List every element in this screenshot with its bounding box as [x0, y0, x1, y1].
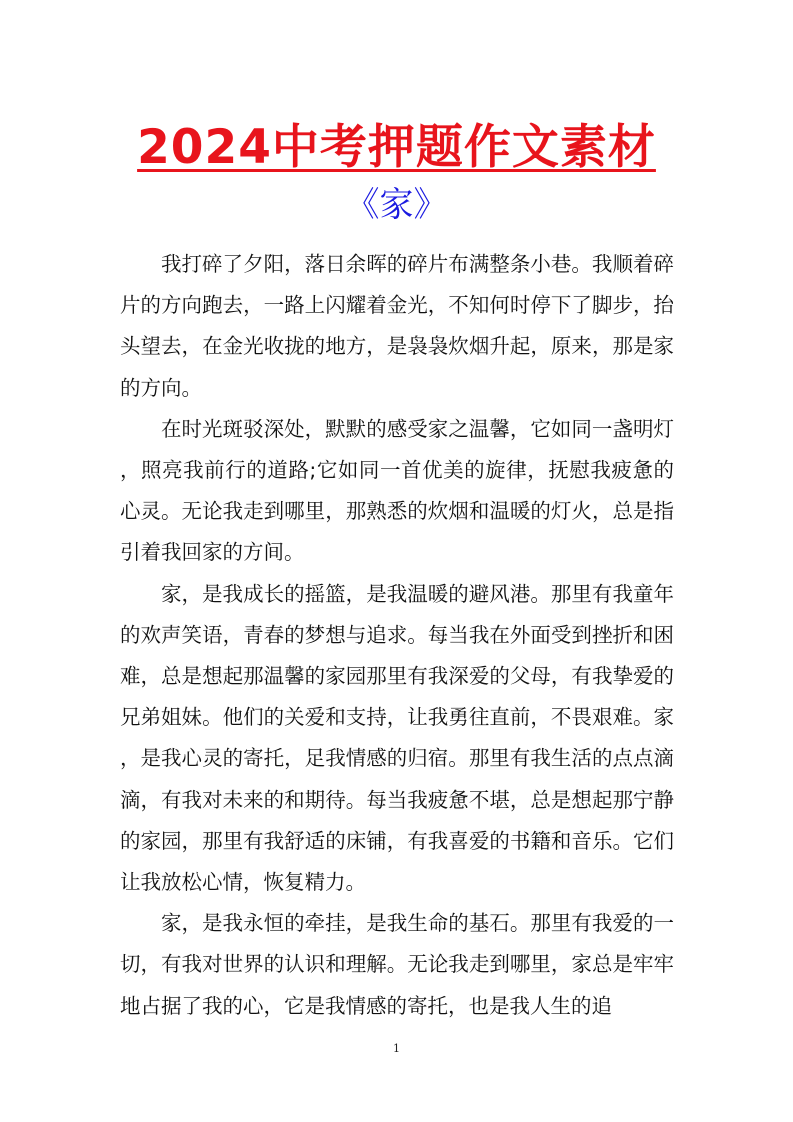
paragraph: 家，是我永恒的牵挂，是我生命的基石。那里有我爱的一切，有我对世界的认识和理解。无论我走到哪里，家总是牢牢地占据了我的心，它是我情感的寄托，也是我人生的追 [120, 911, 674, 1018]
paragraph: 家，是我成长的摇篮，是我温暖的避风港。那里有我童年的欢声笑语，青春的梦想与追求。每当我在外面受到挫折和困难，总是想起那温馨的家园那里有我深爱的父母，有我挚爱的兄弟姐妹。他们的关爱和支持，让我勇往直前，不畏艰难。家，是我心灵的寄托，足我情感的归宿。那里有我生活的点点滴滴，有我对未来的和期待。每当我疲惫不堪，总是想起那宁静的家园，那里有我舒适的床铺，有我喜爱的书籍和音乐。它们让我放松心情，恢复精力。 [120, 581, 674, 895]
body-text [120, 244, 674, 1027]
page-title [0, 118, 793, 178]
page-subtitle: 《家》 [345, 185, 448, 225]
page-number: 1 [393, 1042, 400, 1055]
page-title-text: 2024中考押题作文素材 [137, 120, 656, 175]
paragraph: 我打碎了夕阳，落日余晖的碎片布满整条小巷。我顺着碎片的方向跑去，一路上闪耀着金光，不知何时停下了脚步，抬头望去，在金光收拢的地方，是袅袅炊烟升起，原来，那是家的方向。 [120, 252, 674, 400]
paragraph: 在时光斑驳深处，默默的感受家之温馨，它如同一盏明灯，照亮我前行的道路;它如同一首优美的旋律，抚慰我疲惫的心灵。无论我走到哪里，那熟悉的炊烟和温暖的灯火，总是指引着我回家的方间。 [120, 416, 674, 565]
